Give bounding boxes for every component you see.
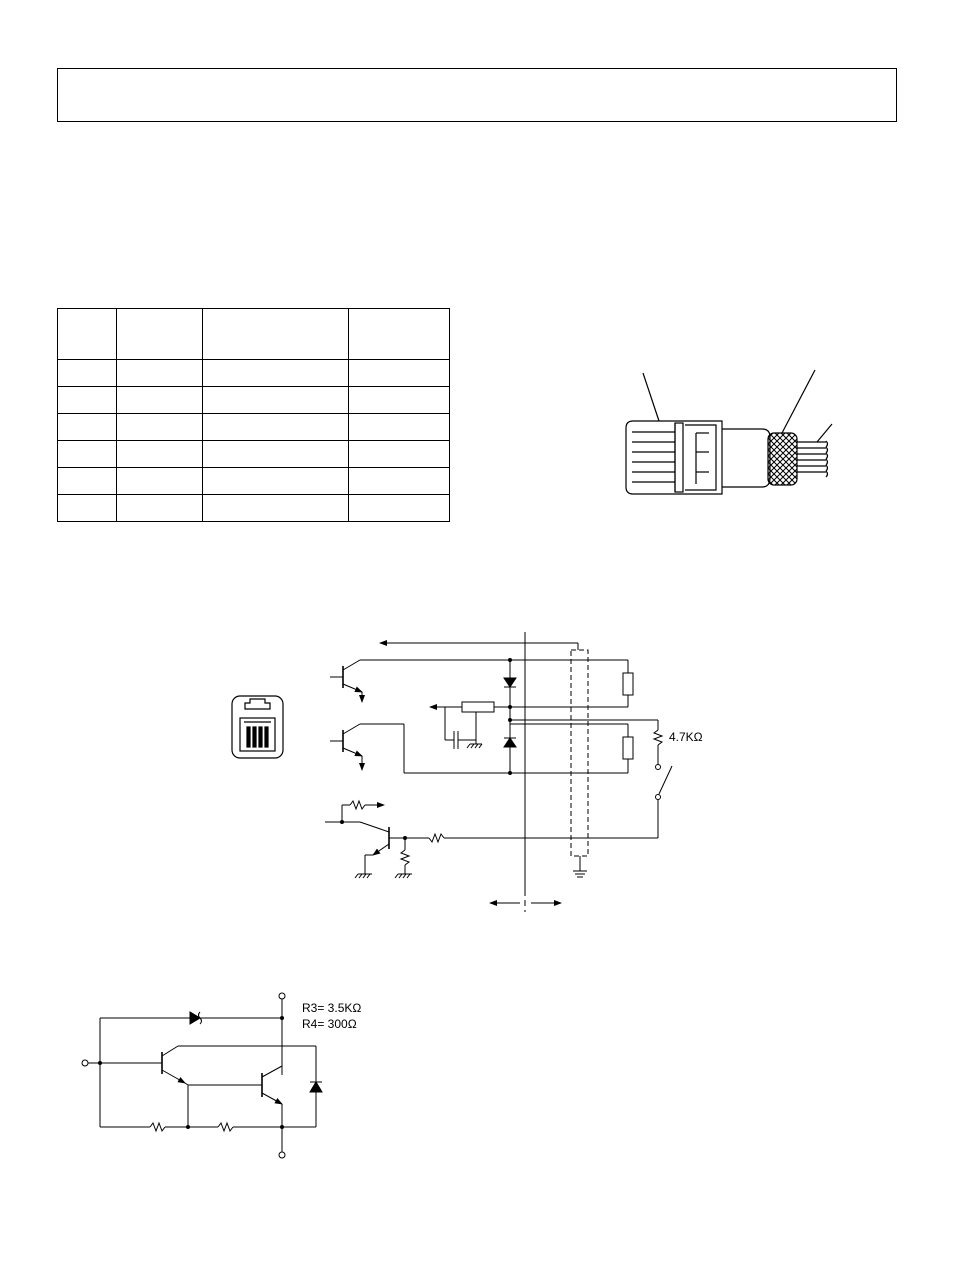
r4-value-label: R4= 300Ω — [302, 1017, 357, 1031]
interface-circuit — [325, 632, 672, 912]
cable-shield — [571, 650, 588, 856]
leader-line — [782, 370, 815, 433]
modular-jack-front-view — [232, 696, 283, 758]
darlington-output-circuit — [82, 993, 322, 1158]
braided-shield — [768, 433, 797, 485]
pull-up-resistor-label: 4.7KΩ — [669, 730, 703, 744]
leader-line — [643, 373, 659, 421]
leader-line — [817, 424, 832, 442]
r3-value-label: R3= 3.5KΩ — [302, 1001, 362, 1015]
modular-plug-illustration — [626, 370, 832, 494]
cable-boot — [722, 429, 770, 487]
